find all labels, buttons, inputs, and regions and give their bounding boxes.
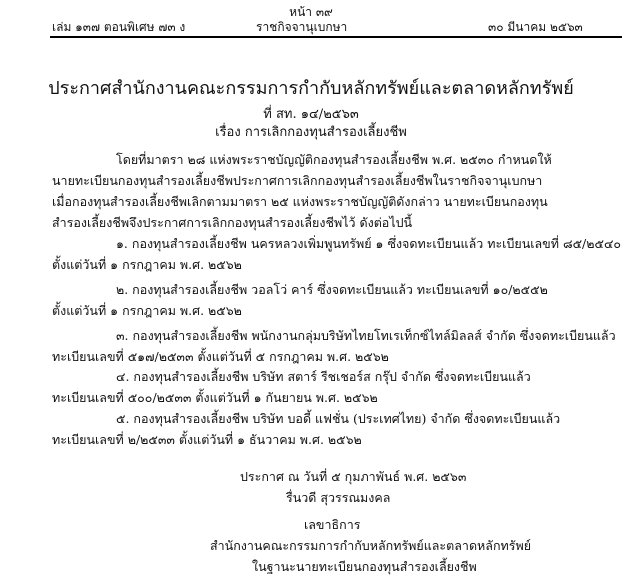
list-item-line: ๒. กองทุนสำรองเลี้ยงชีพ วอลโว่ คาร์ ซึ่งจดทะเบียนแล้ว ทะเบียนเลขที่ ๑๐/๒๕๕๒ — [116, 282, 548, 297]
list-item-line: ทะเบียนเลขที่ ๕๐๐/๒๕๓๓ ตั้งแต่วันที่ ๑ กันยายน พ.ศ. ๒๕๖๒ — [52, 390, 378, 405]
signatory-name: รื่นวดี สุวรรณมงคล — [286, 490, 391, 505]
list-item-line: ทะเบียนเลขที่ ๒/๒๕๓๓ ตั้งแต่วันที่ ๑ ธันวาคม พ.ศ. ๒๕๖๒ — [52, 432, 362, 447]
signatory-office: สำนักงานคณะกรรมการกำกับหลักทรัพย์และตลาดหลักทรัพย์ — [210, 538, 532, 553]
list-item-line: ๔. กองทุนสำรองเลี้ยงชีพ บริษัท สตาร์ รีชเชอร์ส กรุ๊ป จำกัด ซึ่งจดทะเบียนแล้ว — [116, 369, 531, 384]
intro-line: โดยที่มาตรา ๒๘ แห่งพระราชบัญญัติกองทุนสำรองเลี้ยงชีพ พ.ศ. ๒๕๓๐ กำหนดให้ — [116, 152, 552, 167]
gazette-date: ๓๐ มีนาคม ๒๕๖๓ — [488, 20, 583, 34]
announcement-title: ประกาศสำนักงานคณะกรรมการกำกับหลักทรัพย์และตลาดหลักทรัพย์ — [48, 78, 574, 99]
list-item-line: ๕. กองทุนสำรองเลี้ยงชีพ บริษัท บอดี้ แฟชั่น (ประเทศไทย) จำกัด ซึ่งจดทะเบียนแล้ว — [116, 411, 561, 426]
page-number: หน้า ๓๙ — [289, 5, 333, 19]
intro-line: สำรองเลี้ยงชีพจึงประกาศการเลิกกองทุนสำรองเลี้ยงชีพไว้ ดังต่อไปนี้ — [52, 215, 413, 230]
list-item-line: ตั้งแต่วันที่ ๑ กรกฎาคม พ.ศ. ๒๕๖๒ — [52, 257, 242, 272]
signatory-capacity: ในฐานะนายทะเบียนกองทุนสำรองเลี้ยงชีพ — [252, 559, 477, 574]
list-item-line: ๑. กองทุนสำรองเลี้ยงชีพ นครหลวงเพิ่มพูนทรัพย์ ๑ ซึ่งจดทะเบียนแล้ว ทะเบียนเลขที่ ๘๕/๒๕๔๐ — [116, 236, 622, 251]
list-item-line: ๓. กองทุนสำรองเลี้ยงชีพ พนักงานกลุ่มบริษัทไทยโทเรเท็กซ์ไทล์มิลลส์ จำกัด ซึ่งจดทะเบียนแล้ว — [116, 328, 616, 343]
gazette-name: ราชกิจจานุเบกษา — [256, 20, 348, 34]
intro-line: เมื่อกองทุนสำรองเลี้ยงชีพเลิกตามมาตรา ๒๕ แห่งพระราชบัญญัติดังกล่าว นายทะเบียนกองทุน — [52, 194, 548, 209]
header-rule — [50, 36, 622, 38]
signatory-position: เลขาธิการ — [304, 517, 361, 532]
intro-line: นายทะเบียนกองทุนสำรองเลี้ยงชีพประกาศการเลิกกองทุนสำรองเลี้ยงชีพในราชกิจจานุเบกษา — [52, 173, 543, 188]
reference-number: ที่ สท. ๑๔/๒๕๖๓ — [263, 107, 359, 122]
list-item-line: ทะเบียนเลขที่ ๕๑๗/๒๕๓๓ ตั้งแต่วันที่ ๕ กรกฎาคม พ.ศ. ๒๕๖๒ — [52, 349, 389, 364]
announcement-date: ประกาศ ณ วันที่ ๕ กุมภาพันธ์ พ.ศ. ๒๕๖๓ — [240, 469, 467, 484]
volume-info: เล่ม ๑๓๗ ตอนพิเศษ ๗๓ ง — [52, 20, 186, 34]
announcement-subject: เรื่อง การเลิกกองทุนสำรองเลี้ยงชีพ — [215, 125, 407, 140]
list-item-line: ตั้งแต่วันที่ ๑ กรกฎาคม พ.ศ. ๒๕๖๒ — [52, 303, 242, 318]
